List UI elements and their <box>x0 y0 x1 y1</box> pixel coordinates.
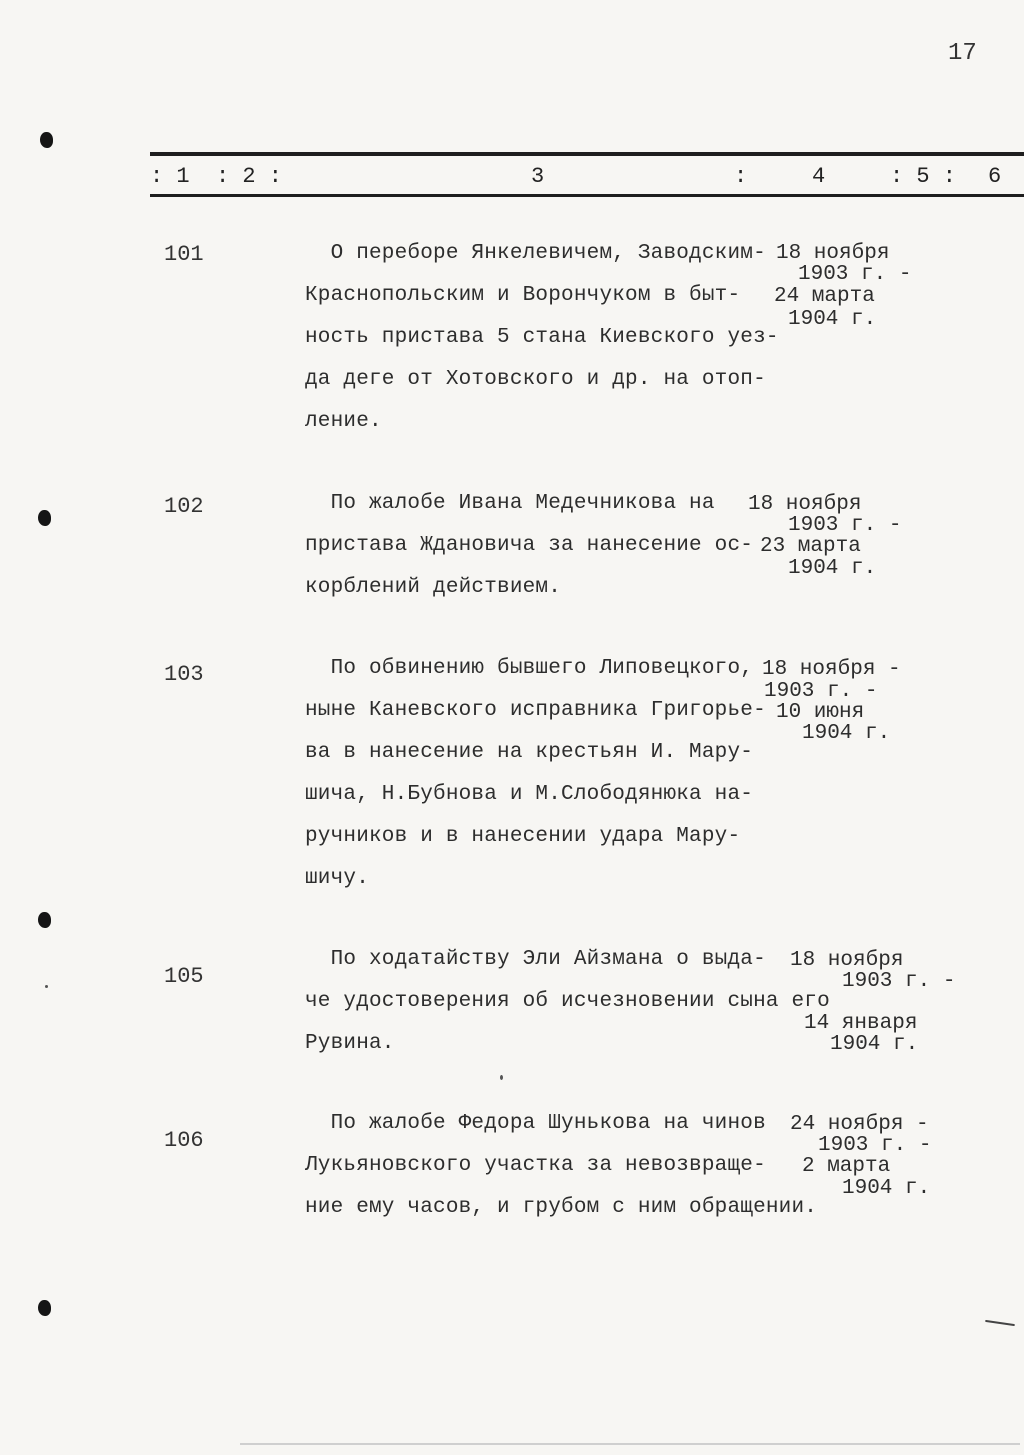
header-bottom-rule <box>150 194 1024 197</box>
entry-text-line: шичу. <box>305 867 370 890</box>
scan-speck <box>500 1075 503 1080</box>
entry-date-line: 2 марта <box>802 1155 891 1178</box>
entry-text-line: пристава Ждановича за нанесение ос- <box>305 534 754 557</box>
entry-date-line: 1904 г. <box>802 722 891 745</box>
entry-date-line: 1903 г. - <box>788 514 902 537</box>
entry-text-line: ность пристава 5 стана Киевского уез- <box>305 326 779 349</box>
entry-date-line: 1903 г. - <box>764 680 878 703</box>
entry-text-line: Краснопольским и Ворончуком в быт- <box>305 284 741 307</box>
entry-number: 106 <box>164 1128 204 1153</box>
entry-text-line: ручников и в нанесении удара Мару- <box>305 825 741 848</box>
entry-date-line: 1904 г. <box>788 308 877 331</box>
entry-text-line: ва в нанесение на крестьян И. Мару- <box>305 741 754 764</box>
entry-date-line: 1904 г. <box>830 1033 919 1056</box>
punch-hole <box>40 132 53 148</box>
entry-date-line: 10 июня <box>776 701 865 724</box>
entry-date-line: 1903 г. - <box>818 1134 932 1157</box>
entry-date-line: 14 января <box>804 1012 918 1035</box>
entry-text-line: О переборе Янкелевичем, Заводским- <box>305 242 766 265</box>
header-col-1: : 1 <box>150 164 190 189</box>
entry-text-line: Рувина. <box>305 1032 395 1055</box>
entry-text-line: корблений действием. <box>305 576 562 599</box>
entry-number: 101 <box>164 242 204 267</box>
entry-date-line: 1903 г. - <box>798 263 912 286</box>
punch-hole <box>38 912 51 928</box>
entry-date-line: 18 ноября <box>776 242 890 265</box>
entry-text-line: По обвинению бывшего Липовецкого, <box>305 657 754 680</box>
header-col-6: 6 <box>988 164 1002 189</box>
header-col-3: 3 <box>531 164 545 189</box>
entry-text-line: шича, Н.Бубнова и М.Слободянюка на- <box>305 783 754 806</box>
entry-date-line: 1904 г. <box>788 557 877 580</box>
entry-text-line: ныне Каневского исправника Григорье- <box>305 699 766 722</box>
entry-text-line: По ходатайству Эли Айзмана о выда- <box>305 948 766 971</box>
entry-date-line: 23 марта <box>760 535 861 558</box>
entry-number: 105 <box>164 964 204 989</box>
entry-date-line: 1904 г. <box>842 1177 931 1200</box>
entry-date-line: 18 ноября <box>748 493 862 516</box>
entry-number: 103 <box>164 662 204 687</box>
entry-date-line: 18 ноября <box>790 949 904 972</box>
punch-hole <box>38 510 51 526</box>
entry-text-line: Лукьяновского участка за невозвраще- <box>305 1154 766 1177</box>
punch-hole <box>38 1300 51 1316</box>
header-col-5: : 5 : <box>890 164 957 189</box>
entry-number: 102 <box>164 494 204 519</box>
scan-speck <box>985 1320 1015 1326</box>
header-top-rule <box>150 152 1024 156</box>
entry-text-line: По жалобе Ивана Медечникова на <box>305 492 715 515</box>
entry-text-line: да деге от Хотовского и др. на отоп- <box>305 368 766 391</box>
entry-text-line: ние ему часов, и грубом с ним обращении. <box>305 1196 818 1219</box>
header-col-4: 4 <box>812 164 826 189</box>
entry-text-line: По жалобе Федора Шунькова на чинов <box>305 1112 766 1135</box>
page-number: 17 <box>948 40 977 67</box>
scan-speck <box>45 985 48 988</box>
entry-text-line: ление. <box>305 410 382 433</box>
entry-date-line: 18 ноября - <box>762 658 901 681</box>
scan-speck <box>240 1443 1020 1445</box>
entry-text-line: че удостоверения об исчезновении сына его <box>305 990 830 1013</box>
header-col-2: : 2 : <box>216 164 283 189</box>
entry-date-line: 24 марта <box>774 285 875 308</box>
entry-date-line: 24 ноября - <box>790 1113 929 1136</box>
entry-date-line: 1903 г. - <box>842 970 956 993</box>
header-col-3-separator: : <box>734 164 748 189</box>
